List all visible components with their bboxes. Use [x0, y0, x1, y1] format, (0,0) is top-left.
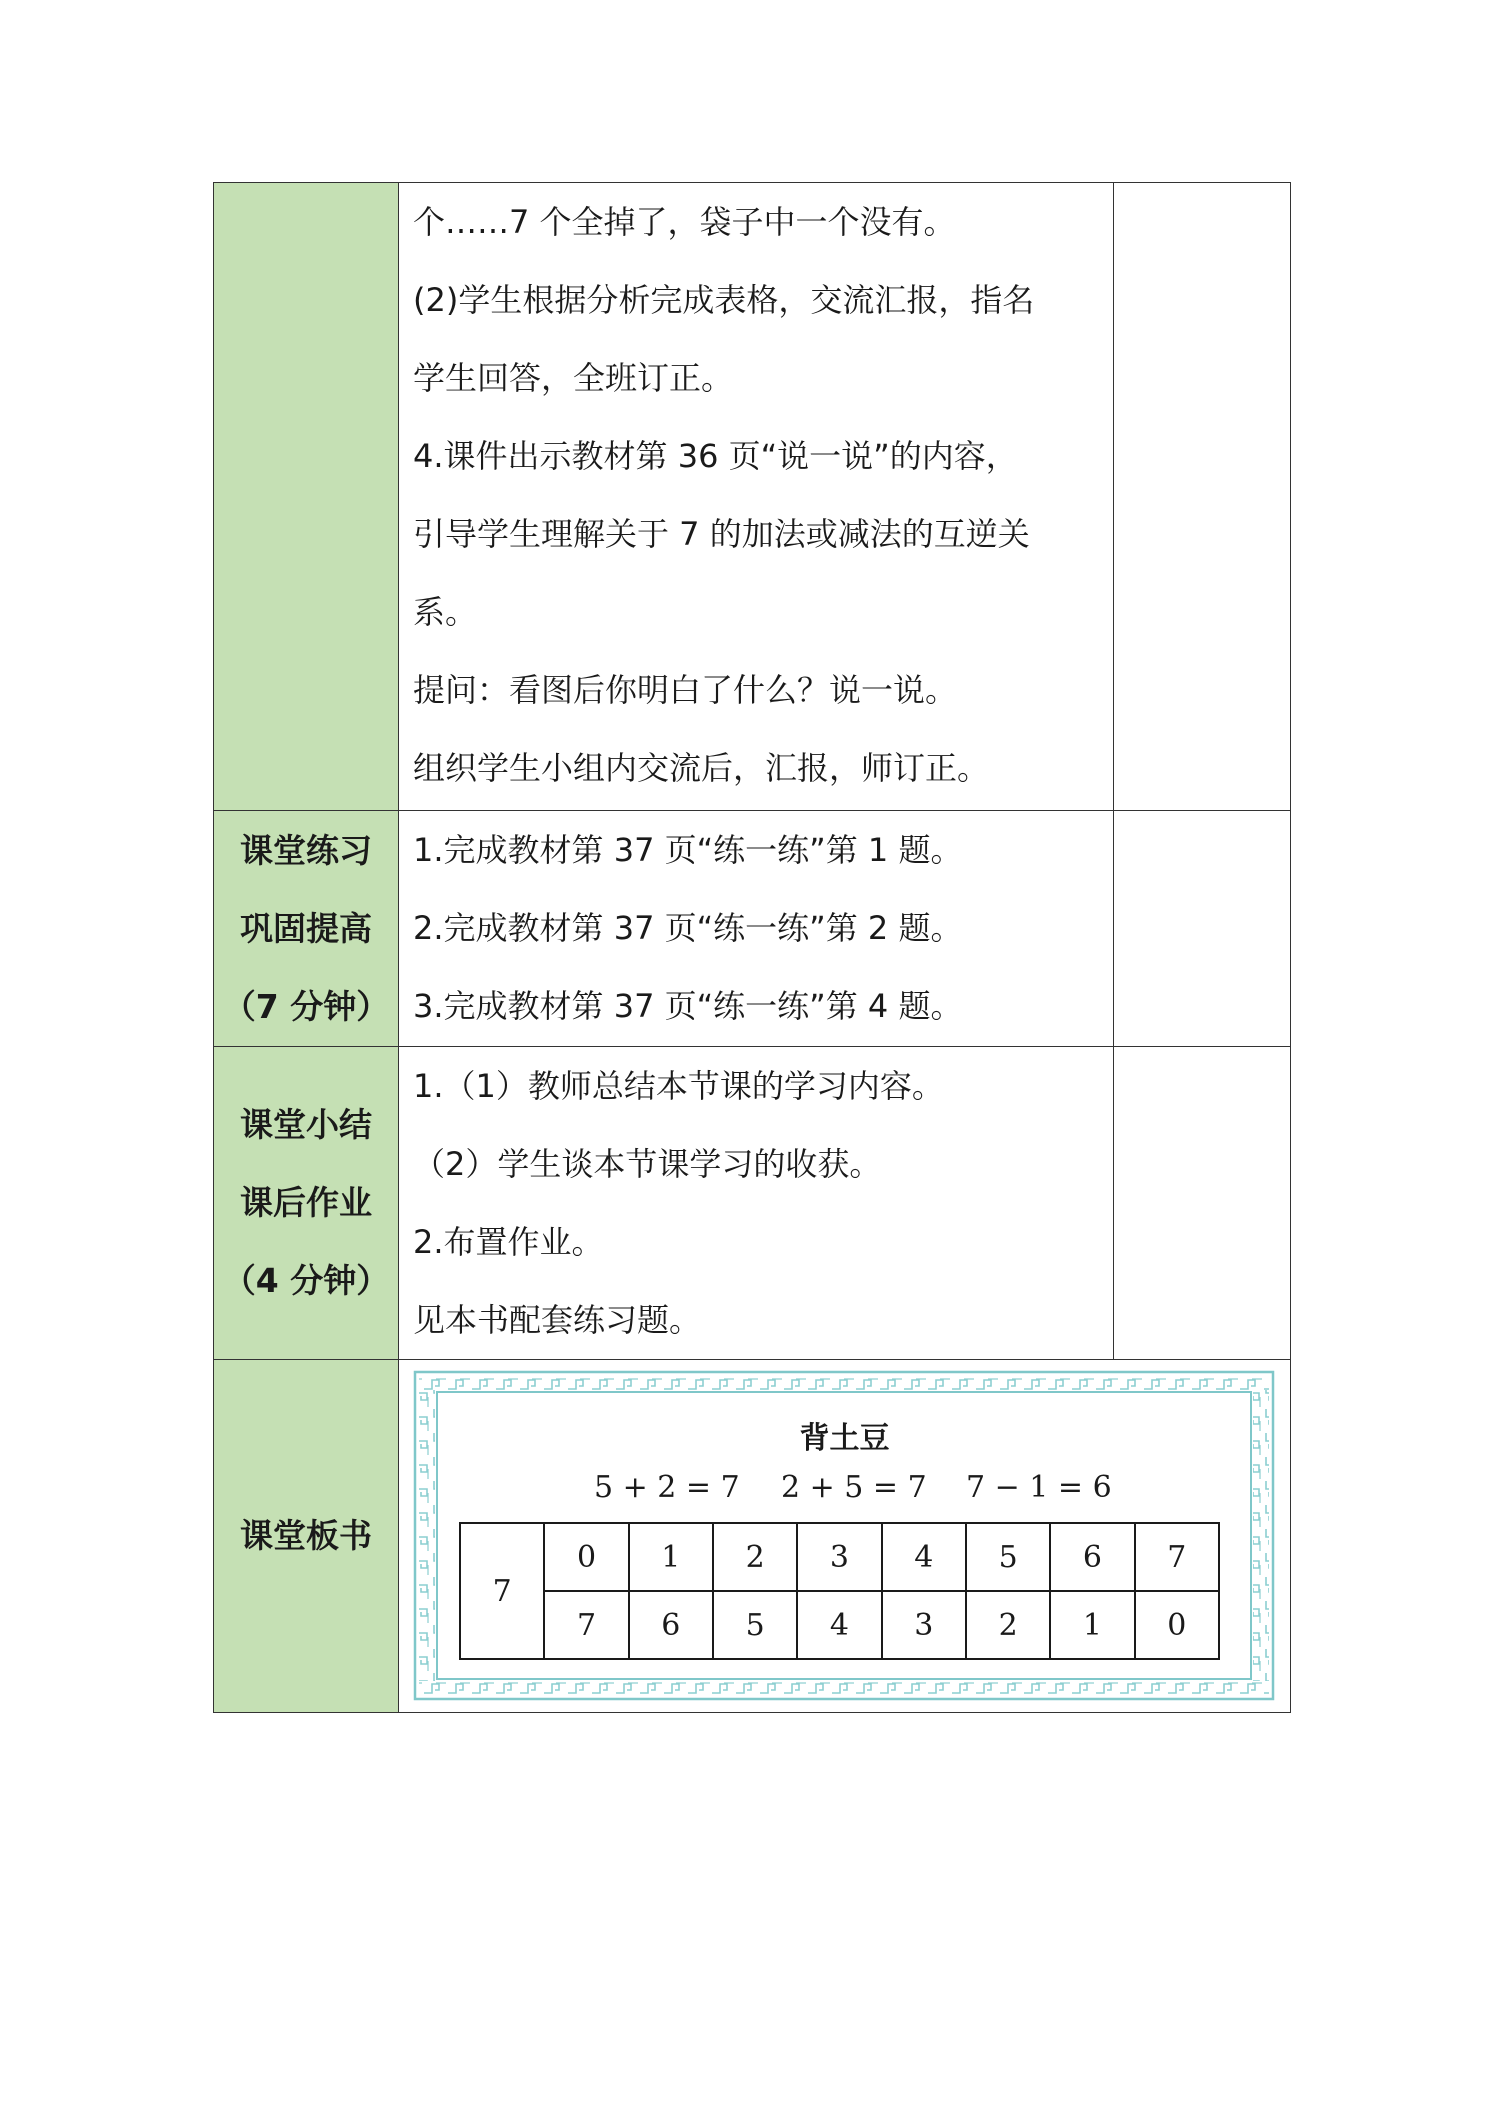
- content-line: 1.完成教材第 37 页“练一练”第 1 题。: [413, 831, 963, 869]
- content-line: （2）学生谈本节课学习的收获。: [413, 1145, 882, 1183]
- practice-note-cell: [1114, 811, 1291, 1047]
- label-line: 课后作业: [240, 1183, 372, 1222]
- split-cell: 4: [882, 1523, 966, 1591]
- process-note-cell: [1114, 183, 1291, 811]
- split-cell: 2: [713, 1523, 797, 1591]
- content-line: 学生回答，全班订正。: [413, 359, 734, 397]
- equation: 2 + 5 = 7: [781, 1470, 927, 1505]
- split-cell: 0: [1135, 1591, 1219, 1659]
- split-cell: 3: [797, 1523, 881, 1591]
- label-line: 课堂小结: [240, 1105, 372, 1144]
- content-line: (2)学生根据分析完成表格，交流汇报，指名: [413, 281, 1035, 319]
- summary-note-cell: [1114, 1047, 1291, 1360]
- board-title: 背土豆: [799, 1421, 890, 1456]
- equations: [399, 1468, 1290, 1508]
- split-total: 7: [460, 1523, 544, 1659]
- content-line: 3.完成教材第 37 页“练一练”第 4 题。: [413, 987, 963, 1025]
- blackboard-panel: [399, 1360, 1290, 1711]
- split-row-bottom: [460, 1591, 1219, 1659]
- content-line: 提问：看图后你明白了什么？说一说。: [413, 671, 958, 709]
- label-line: （4 分钟）: [222, 1261, 390, 1300]
- blackboard-design: [399, 1360, 1291, 1713]
- split-cell: 1: [1050, 1591, 1134, 1659]
- split-cell: 6: [1050, 1523, 1134, 1591]
- board-label: 课堂板书: [214, 1360, 399, 1713]
- number-split-table: [459, 1522, 1220, 1660]
- lesson-plan-table: [213, 182, 1291, 1713]
- split-cell: 5: [713, 1591, 797, 1659]
- split-cell: 4: [797, 1591, 881, 1659]
- content-line: 引导学生理解关于 7 的加法或减法的互逆关: [413, 515, 1030, 553]
- content-line: 2.布置作业。: [413, 1223, 604, 1261]
- label-line: 课堂练习: [240, 830, 372, 870]
- split-cell: 1: [629, 1523, 713, 1591]
- split-cell: 6: [629, 1591, 713, 1659]
- summary-row: [214, 1047, 1291, 1360]
- split-cell: 7: [544, 1591, 628, 1659]
- split-row-top: [460, 1523, 1219, 1591]
- content-line: 个……7 个全掉了，袋子中一个没有。: [413, 203, 956, 241]
- process-content: [399, 183, 1114, 811]
- practice-label: [214, 811, 399, 1047]
- split-cell: 0: [544, 1523, 628, 1591]
- split-cell: 5: [966, 1523, 1050, 1591]
- content-line: 系。: [413, 593, 478, 631]
- content-line: 1.（1）教师总结本节课的学习内容。: [413, 1067, 944, 1105]
- summary-label: [214, 1047, 399, 1360]
- split-cell: 3: [882, 1591, 966, 1659]
- content-line: 2.完成教材第 37 页“练一练”第 2 题。: [413, 909, 963, 947]
- practice-content: [399, 811, 1114, 1047]
- label-line: 巩固提高: [240, 908, 372, 948]
- content-line: 4.课件出示教材第 36 页“说一说”的内容，: [413, 437, 1018, 475]
- content-line: 组织学生小组内交流后，汇报，师订正。: [413, 749, 990, 787]
- board-row: [214, 1360, 1291, 1713]
- split-cell: 2: [966, 1591, 1050, 1659]
- equation: 7 − 1 = 6: [966, 1470, 1112, 1505]
- process-row: [214, 183, 1291, 811]
- process-label-cell: [214, 183, 399, 811]
- summary-content: [399, 1047, 1114, 1360]
- equation: 5 + 2 = 7: [594, 1470, 740, 1505]
- content-line: 见本书配套练习题。: [413, 1301, 702, 1339]
- label-line: （7 分钟）: [222, 986, 390, 1026]
- practice-row: [214, 811, 1291, 1047]
- split-cell: 7: [1135, 1523, 1219, 1591]
